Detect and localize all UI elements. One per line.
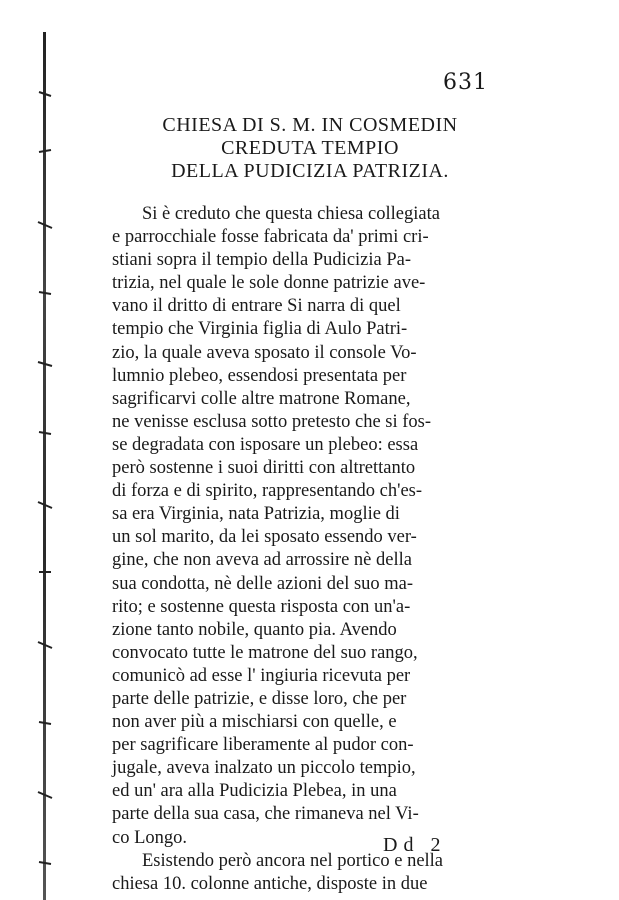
text-line: comunicò ad esse l' ingiuria ricevuta per <box>112 665 411 686</box>
text-line: sa era Virginia, nata Patrizia, moglie di <box>112 504 400 525</box>
chapter-title: CHIESA DI S. M. IN COSMEDIN <box>162 114 458 136</box>
text-line: co Longo. <box>112 827 188 848</box>
text-line: zione tanto nobile, quanto pia. Avendo <box>112 619 397 640</box>
text-line: e parrocchiale fosse fabricata da' primi cri- <box>112 227 429 248</box>
text-line: di forza e di spirito, rappresentando ch'es- <box>112 481 423 502</box>
text-line: per sagrificare liberamente al pudor con- <box>112 735 414 756</box>
text-line: parte delle patrizie, e disse loro, che per <box>112 688 407 709</box>
text-line: gine, che non aveva ad arrossire nè della <box>112 550 412 571</box>
text-line: convocato tutte le matrone del suo rango, <box>112 642 418 663</box>
text-line: lumnio plebeo, essendosi presentata per <box>112 365 407 386</box>
page-number: 631 <box>443 70 488 95</box>
spine-stitching <box>36 32 54 900</box>
text-line: però sostenne i suoi diritti con altrettanto <box>112 458 416 479</box>
text-line: zio, la quale aveva sposato il console Vo- <box>112 342 417 363</box>
text-line: Si è creduto che questa chiesa collegiata <box>142 204 440 224</box>
text-line: parte della sua casa, che rimaneva nel Vi- <box>112 804 419 825</box>
chapter-subtitle: CREDUTA TEMPIO <box>221 137 399 159</box>
text-line: un sol marito, da lei sposato essendo ver- <box>112 527 417 548</box>
body-text <box>112 203 522 896</box>
signature-mark: Dd 2 <box>383 834 447 856</box>
text-line: se degradata con isposare un plebeo: essa <box>112 434 419 455</box>
text-line: vano il dritto di entrare Si narra di quel <box>112 296 401 317</box>
text-line: rito; e sostenne questa risposta con un'a- <box>112 596 411 617</box>
text-line: tempio che Virginia figlia di Aulo Patri- <box>112 319 408 340</box>
text-line: chiesa 10. colonne antiche, disposte in due <box>112 873 428 894</box>
text-line: ed un' ara alla Pudicizia Plebea, in una <box>112 781 397 802</box>
text-line: non aver più a mischiarsi con quelle, e <box>112 712 397 733</box>
text-line: trizia, nel quale le sole donne patrizie ave- <box>112 273 426 294</box>
text-line: sagrificarvi colle altre matrone Romane, <box>112 388 411 409</box>
text-line: Esistendo però ancora nel portico e nella <box>142 850 444 871</box>
chapter-subtitle-2: DELLA PUDICIZIA PATRIZIA. <box>171 160 449 182</box>
text-line: stiani sopra il tempio della Pudicizia Pa- <box>112 250 412 271</box>
text-line: sua condotta, nè delle azioni del suo ma- <box>112 573 414 594</box>
text-line: jugale, aveva inalzato un piccolo tempio, <box>112 758 416 779</box>
text-line: ne venisse esclusa sotto pretesto che si fos- <box>112 411 432 432</box>
